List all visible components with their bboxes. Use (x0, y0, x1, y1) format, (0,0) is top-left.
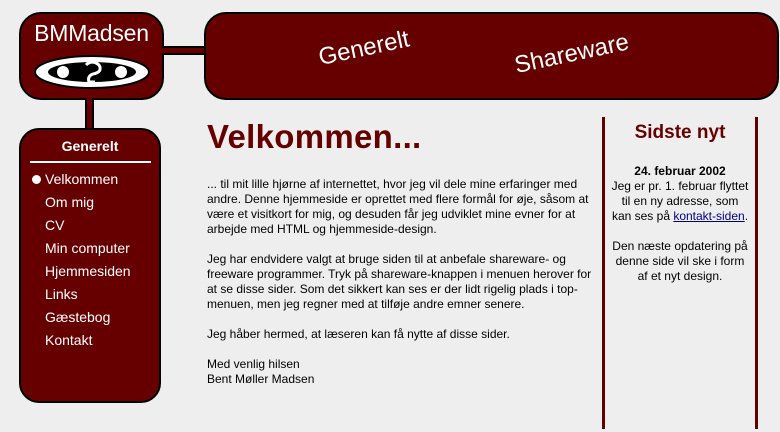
sidebar-item-label: Hjemmesiden (45, 263, 131, 279)
sidebar-item-hjemmesiden[interactable] (31, 260, 131, 283)
news-panel (602, 117, 758, 429)
side-menu (19, 128, 161, 403)
intro-paragraph: ... til mit lille hjørne af internettet, hvor jeg vil dele mine erfaringer med andre. Denne hjemmeside er oprettet med flere formål for øje, såsom at være et visitkort for mig, og desuden får jeg udviklet mine evner for at arbejde med HTML og hjemmeside-design. (207, 177, 589, 236)
news-update-text: Den næste opdatering på denne side vil ske i form af et nyt design. (612, 239, 748, 283)
main-content (207, 112, 597, 387)
sidebar-item-label: Links (45, 286, 78, 302)
shareware-paragraph: Jeg har endvidere valgt at bruge siden til at anbefale shareware- og freeware programmer. Tryk på shareware-knappen i menuen herover for at se disse sider. Som det sikkert kan ses er der lidt rigelig plads i top-menuen, men jeg regner med at tilføje andre emner senere. (207, 252, 592, 311)
sidebar-item-label: CV (45, 217, 65, 233)
news-text-before-link: Jeg er pr. 1. februar flyttet til en ny adresse, som kan ses på (611, 179, 749, 223)
logo-emblem-icon (33, 54, 151, 90)
logo-connector (162, 46, 208, 55)
news-text-after-link: . (744, 209, 749, 223)
signoff-block (207, 357, 597, 387)
side-menu-list (31, 168, 131, 352)
sidebar-item-velkommen[interactable] (31, 168, 131, 191)
top-navigation (204, 12, 779, 100)
logo[interactable] (19, 12, 164, 100)
sidebar-item-kontakt[interactable] (31, 329, 131, 352)
sidebar-item-gaestebog[interactable] (31, 306, 131, 329)
active-bullet-icon (32, 175, 41, 184)
topnav-shareware[interactable]: Shareware (512, 28, 632, 80)
contact-page-link[interactable]: kontakt-siden (673, 209, 745, 223)
side-menu-title: Generelt (61, 138, 119, 154)
sidebar-item-label: Min computer (45, 240, 130, 256)
closing-paragraph: Jeg håber hermed, at læseren kan få nytte af disse sider. (207, 327, 510, 341)
sidebar-item-om-mig[interactable] (31, 191, 131, 214)
sidebar-item-label: Velkommen (45, 171, 119, 187)
sidebar-item-label: Kontakt (45, 332, 93, 348)
logo-title: BMMadsen (34, 20, 149, 46)
sidebar-item-label: Gæstebog (45, 309, 111, 325)
news-item-text (605, 179, 755, 224)
signoff-text: Med venlig hilsen (207, 357, 300, 371)
sidebar-item-label: Om mig (45, 194, 94, 210)
sidebar-item-min-computer[interactable] (31, 237, 131, 260)
menu-connector (85, 98, 94, 130)
news-title: Sidste nyt (634, 122, 726, 143)
topnav-generelt[interactable]: Generelt (316, 25, 412, 72)
sidebar-item-cv[interactable] (31, 214, 131, 237)
side-menu-divider (30, 161, 151, 163)
signature-text: Bent Møller Madsen (207, 372, 315, 386)
page-title: Velkommen... (207, 118, 422, 155)
news-date: 24. februar 2002 (634, 164, 726, 178)
sidebar-item-links[interactable] (31, 283, 131, 306)
